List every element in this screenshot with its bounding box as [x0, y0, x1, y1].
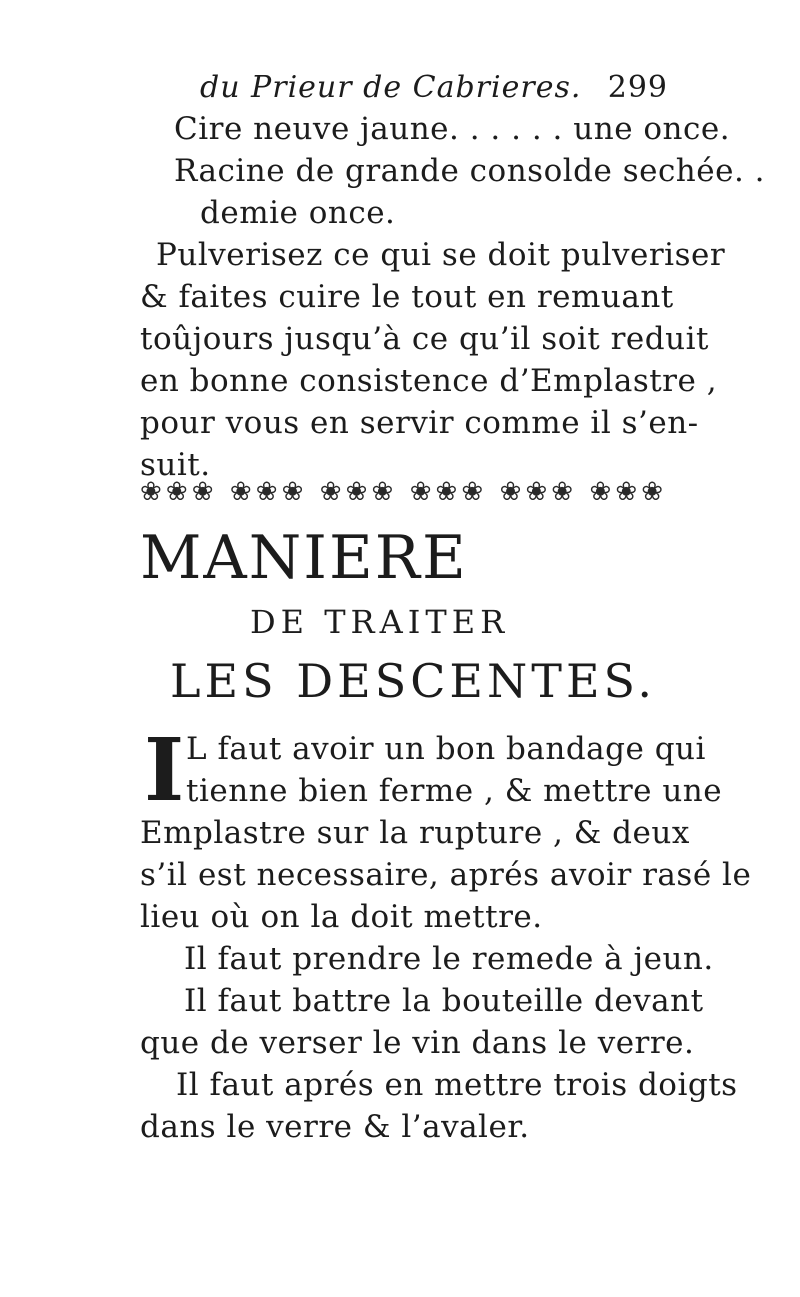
body-line: s’il est necessaire, aprés avoir rasé le: [140, 857, 752, 893]
body-line: Il faut battre la bouteille devant: [184, 983, 704, 1019]
drop-cap: I: [144, 720, 185, 821]
body-line: que de verser le vin dans le verre.: [140, 1025, 695, 1061]
ornament-band: ❀❀❀ ❀❀❀ ❀❀❀ ❀❀❀ ❀❀❀ ❀❀❀: [140, 477, 665, 507]
running-header: [190, 68, 668, 108]
body-line: Il faut aprés en mettre trois doigts: [176, 1067, 738, 1103]
recipe-line: Cire neuve jaune. . . . . . une once.: [174, 111, 731, 147]
running-title: du Prieur de Cabrieres.: [200, 70, 582, 105]
recipe-line: Racine de grande consolde sechée. .: [174, 153, 766, 189]
recipe-line: suit.: [140, 447, 211, 483]
page-number: 299: [607, 70, 668, 105]
section-subtitle: DE TRAITER: [250, 603, 510, 641]
section-title: MANIERE: [140, 523, 468, 593]
body-line: lieu où on la doit mettre.: [140, 899, 543, 935]
section-subtitle-2: LES DESCENTES.: [170, 654, 657, 708]
body-line: Emplastre sur la rupture , & deux: [140, 815, 690, 851]
recipe-line: pour vous en servir comme il s’en-: [140, 405, 699, 441]
recipe-line: en bonne consistence d’Emplastre ,: [140, 363, 718, 399]
recipe-line: Pulverisez ce qui se doit pulveriser: [156, 237, 726, 273]
recipe-line: toûjours jusqu’à ce qu’il soit reduit: [140, 321, 709, 357]
body-line: L faut avoir un bon bandage qui: [186, 731, 706, 767]
recipe-line: demie once.: [200, 195, 396, 231]
recipe-line: & faites cuire le tout en remuant: [140, 279, 674, 315]
body-line: tienne bien ferme , & mettre une: [186, 773, 723, 809]
body-line: dans le verre & l’avaler.: [140, 1109, 530, 1145]
body-line: Il faut prendre le remede à jeun.: [184, 941, 714, 977]
